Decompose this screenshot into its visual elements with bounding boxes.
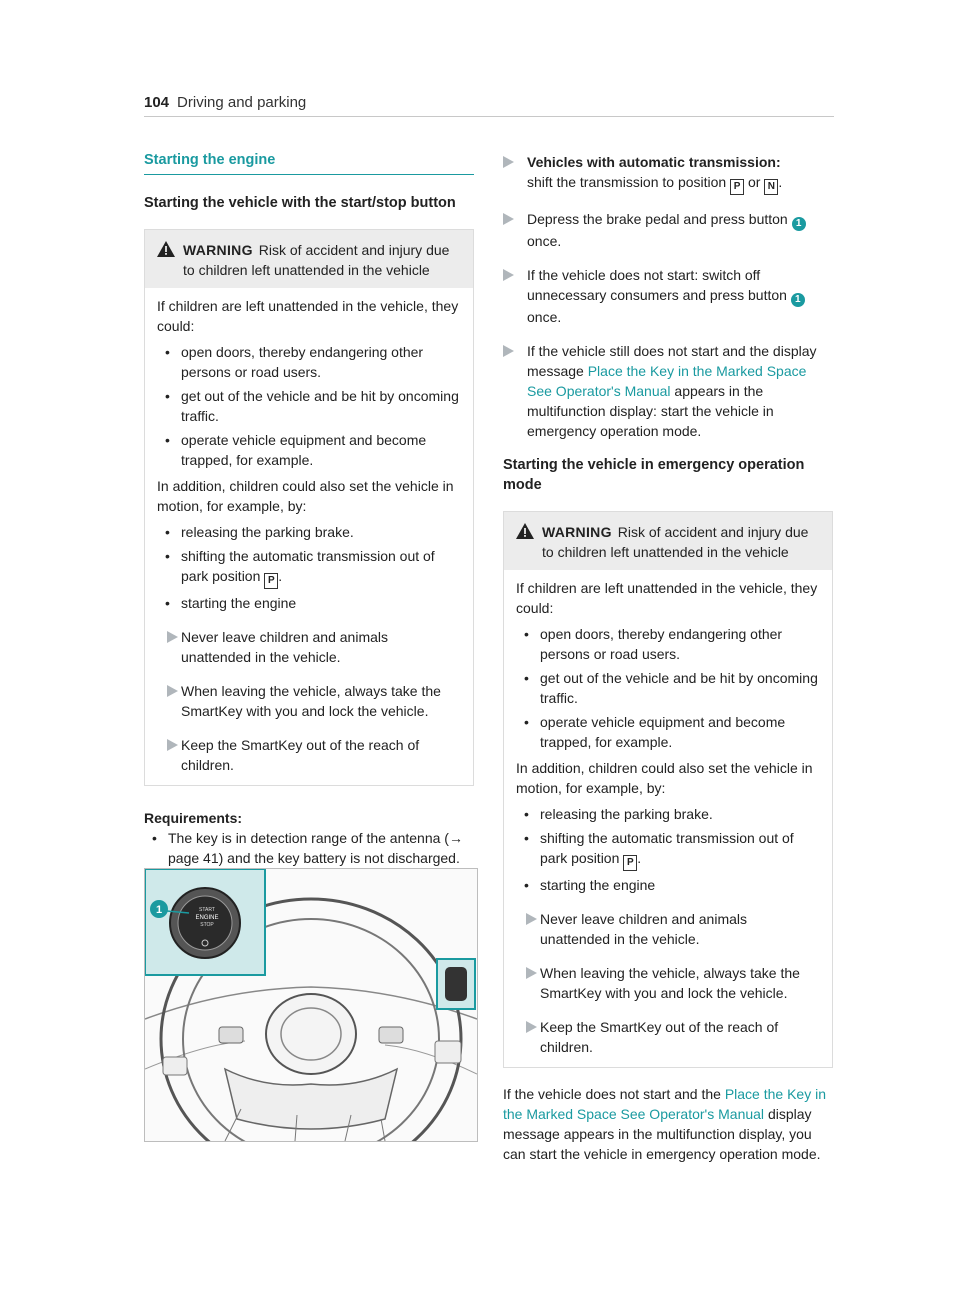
neutral-symbol: N: [764, 179, 778, 195]
start-label: START: [199, 907, 215, 913]
left-column: [144, 152, 474, 874]
steering-wheel-illustration: [144, 868, 478, 1142]
step-arrow-icon: [167, 631, 178, 643]
step-text: once.: [527, 233, 562, 249]
warning-header: [504, 512, 832, 570]
step-text: If the vehicle still does not start and the display message: [527, 343, 817, 379]
list-item: • starting the engine: [157, 593, 461, 613]
final-paragraph: [503, 1084, 833, 1164]
step-text: once.: [527, 309, 562, 325]
list-item: • operate vehicle equipment and become trapped, for example.: [516, 712, 820, 752]
list-item: • operate vehicle equipment and become trapped, for example.: [157, 430, 461, 470]
display-message: Place the Key in the Marked Space See Operator's Manual: [527, 363, 807, 399]
subsection-heading-2: Starting the vehicle in emergency operation mode: [503, 457, 805, 493]
warning-body: [145, 288, 473, 785]
step-text: Never leave children and animals unattended in the vehicle.: [181, 629, 388, 665]
warning-intro: If children are left unattended in the vehicle, they could:: [516, 580, 818, 616]
para-text: display message appears in the multifunction display, you can start the vehicle in emergency operation mode.: [503, 1106, 821, 1162]
step-arrow-icon: [503, 213, 514, 225]
engine-label: ENGINE: [195, 915, 219, 921]
park-symbol: P: [623, 855, 637, 871]
callout-badge: 1: [792, 217, 806, 231]
warning-list-2: [157, 522, 461, 613]
section-heading: Starting the engine: [144, 152, 474, 175]
list-item: • releasing the parking brake.: [516, 804, 820, 824]
step-text: Never leave children and animals unattended in the vehicle.: [540, 911, 747, 947]
step-arrow-icon: [526, 967, 537, 979]
warning-list-2: [516, 804, 820, 895]
step-bold-text: Vehicles with automatic transmission:: [527, 154, 781, 170]
park-symbol: P: [264, 573, 278, 589]
page-ref-arrow-icon: →: [448, 830, 463, 846]
step-arrow-icon: [503, 269, 514, 281]
page-reference-link[interactable]: page 41: [168, 850, 219, 866]
warning-label: WARNING: [542, 524, 612, 540]
period: .: [637, 850, 642, 866]
list-item: • starting the engine: [516, 875, 820, 895]
park-symbol: P: [730, 179, 744, 195]
list-item: [157, 546, 461, 589]
page-header: [144, 94, 834, 117]
req-text-a: The key is in detection range of the antenna (: [168, 830, 449, 846]
instruction-step: [516, 963, 820, 1003]
right-column: [503, 152, 833, 1164]
warning-triangle-icon: [157, 241, 175, 257]
warning-steps: [157, 627, 461, 775]
warning-body: [504, 570, 832, 1067]
list-item: • get out of the vehicle and be hit by oncoming traffic.: [516, 668, 820, 708]
req-text-b: ) and the key battery is not discharged.: [218, 850, 460, 866]
display-message: Place the Key in the Marked Space See Operator's Manual: [503, 1086, 826, 1122]
step-text-or: or: [748, 174, 761, 190]
instruction-step: [157, 681, 461, 721]
callout-number: 1: [155, 904, 163, 916]
list-item: • open doors, thereby endangering other persons or road users.: [516, 624, 820, 664]
list-item: • releasing the parking brake.: [157, 522, 461, 542]
step-arrow-icon: [526, 1021, 537, 1033]
warning-steps: [516, 909, 820, 1057]
step-text: appears in the multifunction display: start the vehicle in emergency operation mode.: [527, 383, 774, 439]
step-text: When leaving the vehicle, always take the SmartKey with you and lock the vehicle.: [181, 683, 441, 719]
warning-list: [157, 342, 461, 470]
step-text: shift the transmission to position: [527, 174, 727, 190]
step-arrow-icon: [503, 156, 514, 168]
list-item: [516, 828, 820, 871]
warning-intro-2: In addition, children could also set the vehicle in motion, for example, by:: [516, 760, 813, 796]
instruction-step: [516, 1017, 820, 1057]
instruction-step: [503, 341, 833, 441]
instruction-step: [503, 265, 833, 327]
warning-label: WARNING: [183, 242, 253, 258]
period: .: [778, 174, 783, 190]
list-item-text: shifting the automatic transmission out of park position: [540, 830, 794, 866]
illustration-svg: [145, 869, 477, 1141]
instruction-step: [157, 627, 461, 667]
warning-intro: If children are left unattended in the vehicle, they could:: [157, 298, 459, 334]
step-text: Depress the brake pedal and press button: [527, 211, 788, 227]
warning-header: [145, 230, 473, 288]
step-arrow-icon: [503, 345, 514, 357]
list-item: [144, 828, 474, 868]
para-text: If the vehicle does not start and the: [503, 1086, 721, 1102]
warning-title: Risk of accident and injury due to children left unattended in the vehicle: [542, 524, 809, 560]
step-text: When leaving the vehicle, always take the SmartKey with you and lock the vehicle.: [540, 965, 800, 1001]
instruction-step: [503, 152, 833, 195]
section-title: Driving and parking: [177, 94, 307, 111]
step-arrow-icon: [167, 739, 178, 751]
instruction-step: [157, 735, 461, 775]
step-arrow-icon: [167, 685, 178, 697]
page-number: 104: [144, 94, 170, 111]
requirements-title: Requirements:: [144, 810, 243, 826]
list-item: • get out of the vehicle and be hit by oncoming traffic.: [157, 386, 461, 426]
list-item-text: shifting the automatic transmission out of park position: [181, 548, 435, 584]
warning-box-2: [503, 511, 833, 1068]
warning-intro-2: In addition, children could also set the vehicle in motion, for example, by:: [157, 478, 454, 514]
step-text: If the vehicle does not start: switch off unnecessary consumers and press button: [527, 267, 787, 303]
warning-box: [144, 229, 474, 786]
requirements-list: [144, 828, 474, 868]
callout-badge: 1: [791, 293, 805, 307]
step-text: Keep the SmartKey out of the reach of children.: [181, 737, 420, 773]
list-item: • open doors, thereby endangering other persons or road users.: [157, 342, 461, 382]
requirements: [144, 808, 474, 868]
instruction-step: [503, 209, 833, 251]
step-arrow-icon: [526, 913, 537, 925]
warning-title: Risk of accident and injury due to children left unattended in the vehicle: [183, 242, 450, 278]
period: .: [278, 568, 283, 584]
start-steps: [503, 152, 833, 441]
warning-list: [516, 624, 820, 752]
step-text: Keep the SmartKey out of the reach of children.: [540, 1019, 779, 1055]
stop-label: STOP: [200, 922, 214, 928]
subsection-heading: Starting the vehicle with the start/stop button: [144, 195, 456, 211]
instruction-step: [516, 909, 820, 949]
warning-triangle-icon: [516, 523, 534, 539]
